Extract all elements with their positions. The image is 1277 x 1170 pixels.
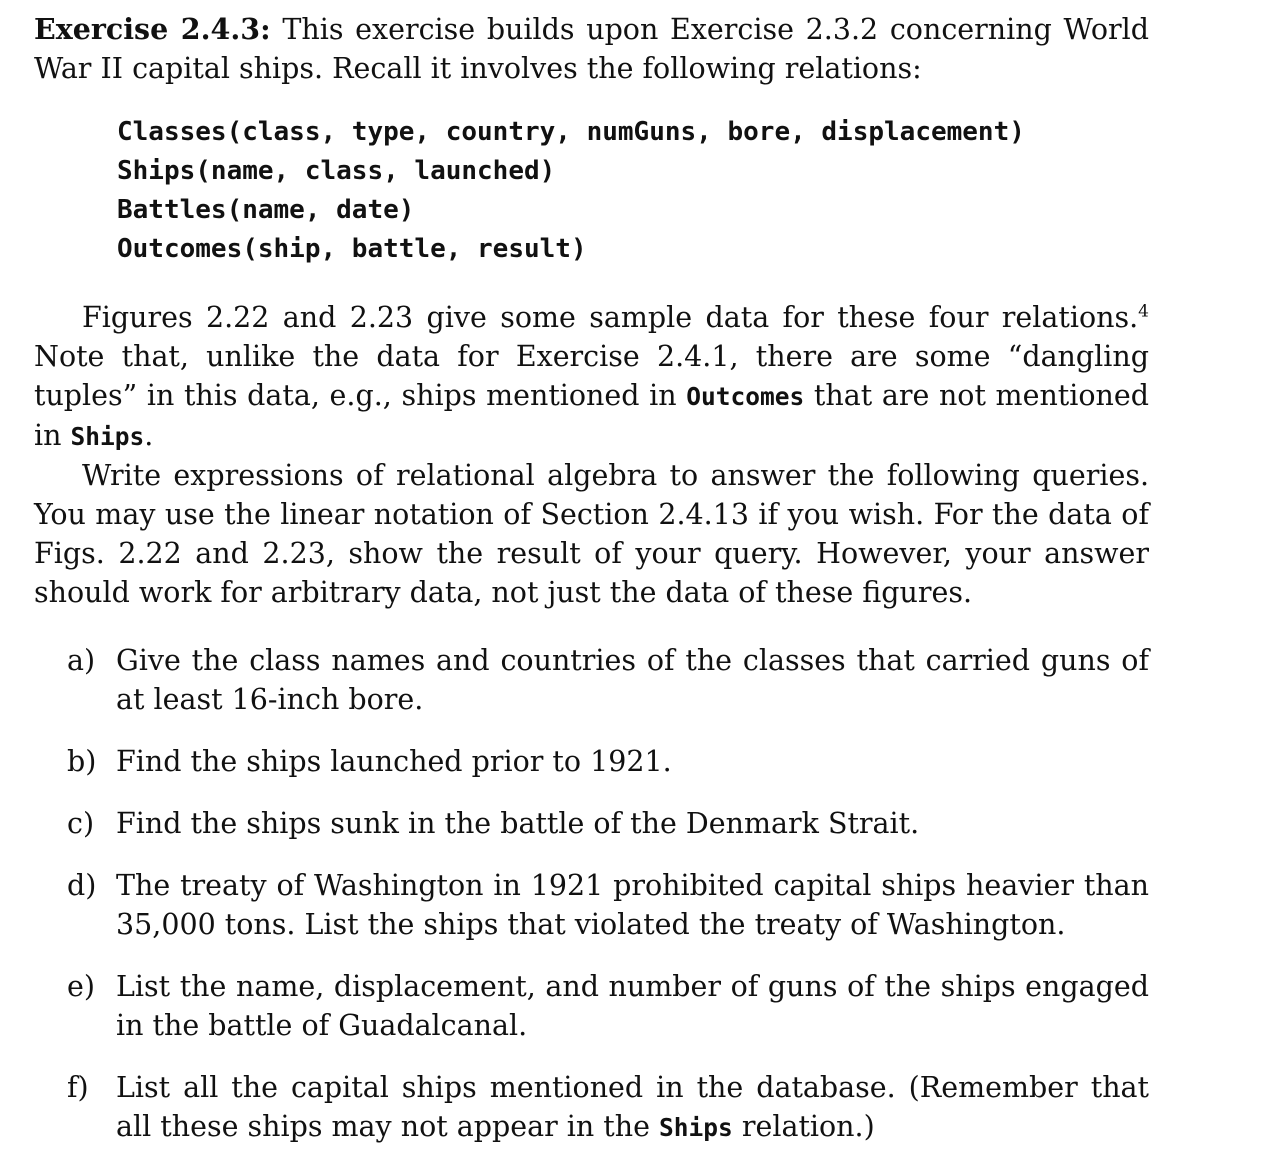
question-label: a): [67, 644, 96, 677]
code-outcomes: Outcomes: [686, 382, 805, 411]
exercise-intro-text: This exercise builds upon Exercise 2.3.2 concerning World War II capital ships. Recall it involves the following relations:: [34, 13, 1150, 85]
question-text: Find the ships sunk in the battle of the Denmark Strait.: [116, 807, 920, 840]
question-c: [67, 804, 1149, 843]
question-f-text-after: relation.): [732, 1110, 875, 1143]
footnote-marker: 4: [1138, 301, 1149, 322]
exercise-intro: [34, 10, 1149, 88]
instructions-paragraph: Write expressions of relational algebra to answer the following queries. You may use the linear notation of Section 2.4.13 if you wish. For the data of Figs. 2.22 and 2.23, show the result of your query. However, your answer should work for arbitrary data, not just the data of these figures.: [34, 459, 1149, 609]
code-ships-relation: Ships: [659, 1113, 733, 1142]
sample-data-paragraph: [34, 298, 1149, 456]
paragraph1-part1: Figures 2.22 and 2.23 give some sample data for these four relations.: [82, 301, 1139, 334]
relation-classes: Classes(class, type, country, numGuns, bore, displacement): [117, 117, 1025, 147]
relations-schema: [117, 113, 1149, 269]
question-label: d): [67, 869, 97, 902]
question-label: e): [67, 970, 95, 1003]
paragraph1-part4: .: [144, 419, 154, 452]
question-label: b): [67, 745, 97, 778]
question-text: The treaty of Washington in 1921 prohibited capital ships heavier than 35,000 tons. List the ships that violated the treaty of Washington.: [116, 869, 1149, 941]
paragraph1-part2: Note that, unlike the data for Exercise 2.4.1, there are some “dangling tuples” in this data, e.g., ships mentioned in: [34, 340, 1149, 412]
question-e: [67, 967, 1149, 1045]
exercise-page: [34, 10, 1149, 1170]
question-label: f): [67, 1071, 89, 1104]
question-list: [67, 641, 1149, 1147]
question-b: [67, 742, 1149, 781]
relation-ships: Ships(name, class, launched): [117, 156, 556, 186]
question-text: Give the class names and countries of the classes that carried guns of at least 16-inch bore.: [116, 644, 1149, 716]
question-text: Find the ships launched prior to 1921.: [116, 745, 672, 778]
exercise-label: Exercise 2.4.3:: [34, 12, 271, 46]
question-text: [116, 1071, 1149, 1143]
question-label: c): [67, 807, 95, 840]
question-text: List the name, displacement, and number of guns of the ships engaged in the battle of Guadalcanal.: [116, 970, 1149, 1042]
question-d: [67, 866, 1149, 944]
paragraph1-part3: that are not mentioned in: [34, 379, 1149, 452]
question-f: [67, 1068, 1149, 1147]
relation-battles: Battles(name, date): [117, 195, 415, 225]
relation-outcomes: Outcomes(ship, battle, result): [117, 234, 587, 264]
question-a: [67, 641, 1149, 719]
code-ships: Ships: [70, 422, 145, 451]
question-f-text-before: List all the capital ships mentioned in the database. (Remember that all these ships may not appear in the: [116, 1071, 1149, 1143]
